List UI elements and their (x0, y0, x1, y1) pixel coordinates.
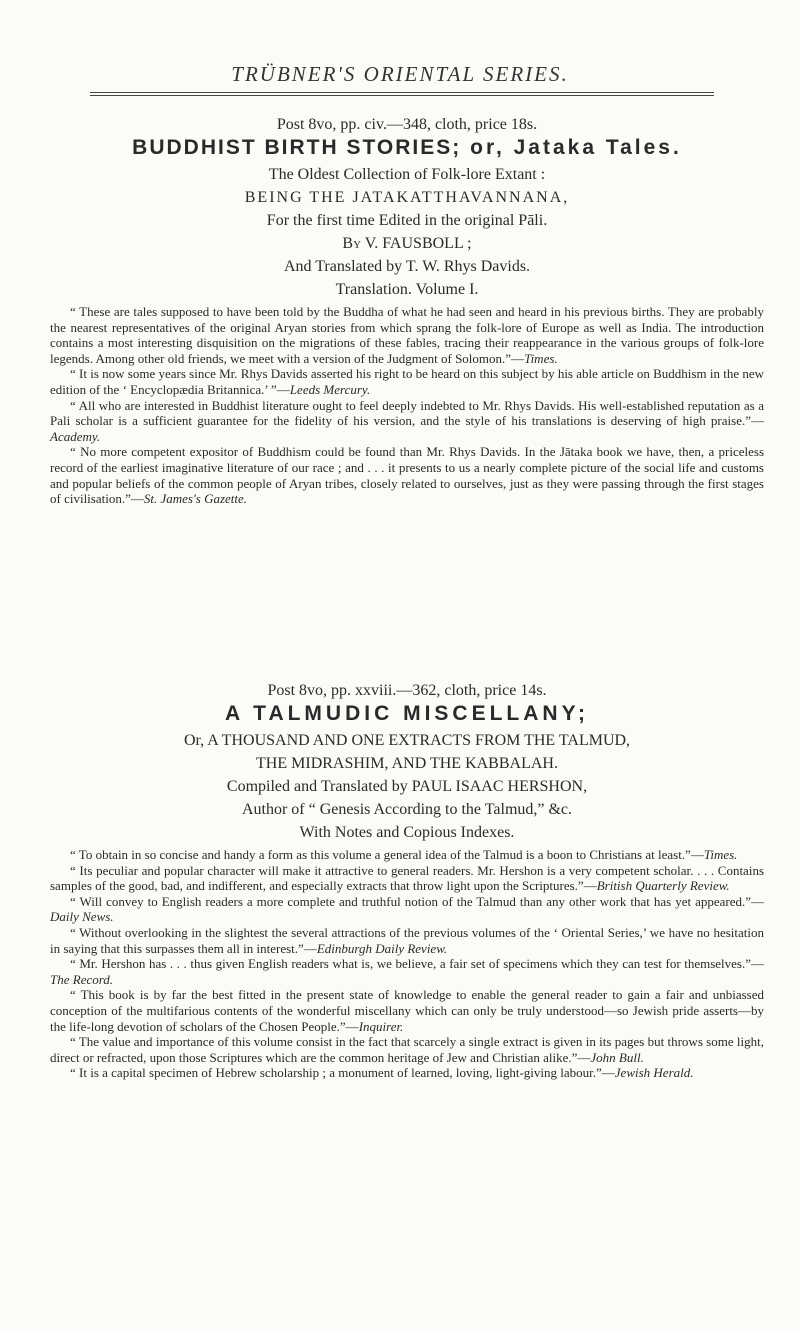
entry-talmudic-miscellany (50, 682, 764, 1081)
review-text: “ It is now some years since Mr. Rhys Davids asserted his right to be heard on this subject by his able article on Buddhism in the new edition of the ‘ Encyclopædia Britannica.’ ”— (50, 366, 764, 397)
review (50, 1034, 764, 1065)
review-list (50, 304, 764, 507)
review-text: “ To obtain in so concise and handy a form as this volume a general idea of the Talmud is a boon to Christians at least.”— (70, 847, 704, 862)
review (50, 863, 764, 894)
review-source: Academy. (50, 428, 101, 444)
book-volume: Translation. Volume I. (335, 281, 479, 298)
review-text: “ Mr. Hershon has . . . thus given English readers what is, we believe, a fair set of specimens which they can test for themselves.”— (70, 956, 764, 972)
review-source: Inquirer. (358, 1018, 404, 1034)
publication-details: Post 8vo, pp. civ.—348, cloth, price 18s. (276, 116, 538, 133)
review-source: Edinburgh Daily Review. (316, 940, 448, 956)
book-author-of: Author of “ Genesis According to the Talmud,” &c. (241, 801, 573, 818)
review-text: “ Will convey to English readers a more complete and truthful notion of the Talmud than any other work that has yet appeared.”— (70, 893, 764, 909)
review (50, 366, 764, 397)
review (50, 444, 764, 506)
header-rule (90, 92, 714, 93)
book-author: By V. FAUSBOLL ; (342, 235, 472, 252)
review-text: “ All who are interested in Buddhist literature ought to feel deeply indebted to Mr. Rhys Davids. His well-established reputation as a Pali scholar is a sufficient guarantee for the fidelity of his version, and the style of his translations is deserving of high praise.”— (50, 397, 764, 429)
book-title-main: BUDDHIST BIRTH STORIES; (132, 136, 462, 159)
review-source: Times. (703, 847, 738, 862)
book-being: BEING THE JATAKATTHAVANNANA, (244, 189, 570, 206)
book-title (50, 136, 764, 160)
review (50, 1065, 764, 1081)
review-text: “ This book is by far the best fitted in the present state of knowledge to enable the general reader to gain a fair and unbiassed conception of the multifarious contents of the wonderful miscellany which can only be truly understood—so Jewish pride asserts—by the life-long devotion of scholars of the Chosen People.”— (50, 987, 764, 1034)
review-source: St. James's Gazette. (143, 491, 248, 507)
review-text: “ Its peculiar and popular character will make it attractive to general readers. Mr. Hershon is a very competent scholar. . . . Contains samples of the good, bad, and indifferent, and especially extracts that throw light upon the Scriptures.”— (50, 862, 764, 894)
review (50, 398, 764, 445)
review-source: Jewish Herald. (614, 1065, 694, 1081)
series-header: TRÜBNER'S ORIENTAL SERIES. (231, 62, 569, 86)
publication-details: Post 8vo, pp. xxviii.—362, cloth, price 14s. (267, 682, 547, 699)
book-subtitle: THE MIDRASHIM, AND THE KABBALAH. (256, 755, 558, 772)
review-source: The Record. (50, 971, 114, 987)
book-compiler: Compiled and Translated by PAUL ISAAC HERSHON, (226, 778, 588, 795)
review-source: British Quarterly Review. (596, 878, 730, 894)
book-notes: With Notes and Copious Indexes. (299, 824, 515, 841)
review-list (50, 847, 764, 1081)
book-title: A TALMUDIC MISCELLANY; (224, 702, 590, 725)
book-subtitle: The Oldest Collection of Folk-lore Extant : (268, 166, 546, 183)
header-rule (90, 95, 714, 96)
review-text: “ No more competent expositor of Buddhism could be found than Mr. Rhys Davids. In the Jātaka book we have, then, a priceless record of the earliest imaginative literature of our race ; and . . . it presents to us a nearly complete picture of the social life and customs and popular beliefs of the common people of Aryan tribes, closely related to ourselves, just as they were passing through the first stages of civilisation.”— (50, 444, 764, 507)
review-source: Times. (524, 350, 558, 366)
review-text: “ The value and importance of this volume consist in the fact that scarcely a single extract is given in its pages but throws some light, direct or refracted, upon those Scriptures which are the common heritage of Jew and Christian alike.”— (50, 1034, 764, 1065)
book-subtitle: Or, A THOUSAND AND ONE EXTRACTS FROM THE TALMUD, (183, 732, 631, 749)
review-source: John Bull. (590, 1049, 644, 1065)
book-title-alt: or, Jataka Tales. (461, 136, 682, 159)
review (50, 894, 764, 925)
review-source: Leeds Mercury. (289, 381, 371, 397)
review (50, 987, 764, 1034)
review (50, 304, 764, 366)
book-translator: And Translated by T. W. Rhys Davids. (283, 258, 531, 275)
review-source: Daily News. (50, 909, 114, 925)
entry-buddhist-birth-stories (50, 116, 764, 507)
review-text: “ These are tales supposed to have been told by the Buddha of what he had seen and heard in his previous births. They are probably the nearest representatives of the original Aryan stories from which sprang the folk-lore of Europe as well as India. The introduction contains a most interesting disquisition on the migrations of these fables, tracing their reappearance in the various groups of folk-lore legends. Among other old friends, we meet with a version of the Judgment of Solomon.”— (50, 304, 764, 366)
review-text: “ It is a capital specimen of Hebrew scholarship ; a monument of learned, loving, light-giving labour.”— (70, 1065, 615, 1081)
review (50, 925, 764, 956)
review (50, 847, 764, 863)
book-edition: For the first time Edited in the original Pāli. (266, 212, 548, 229)
review (50, 956, 764, 987)
review-text: “ Without overlooking in the slightest the several attractions of the previous volumes of the ‘ Oriental Series,’ we have no hesitation in saying that this surpasses them all in interest.”— (50, 924, 764, 956)
